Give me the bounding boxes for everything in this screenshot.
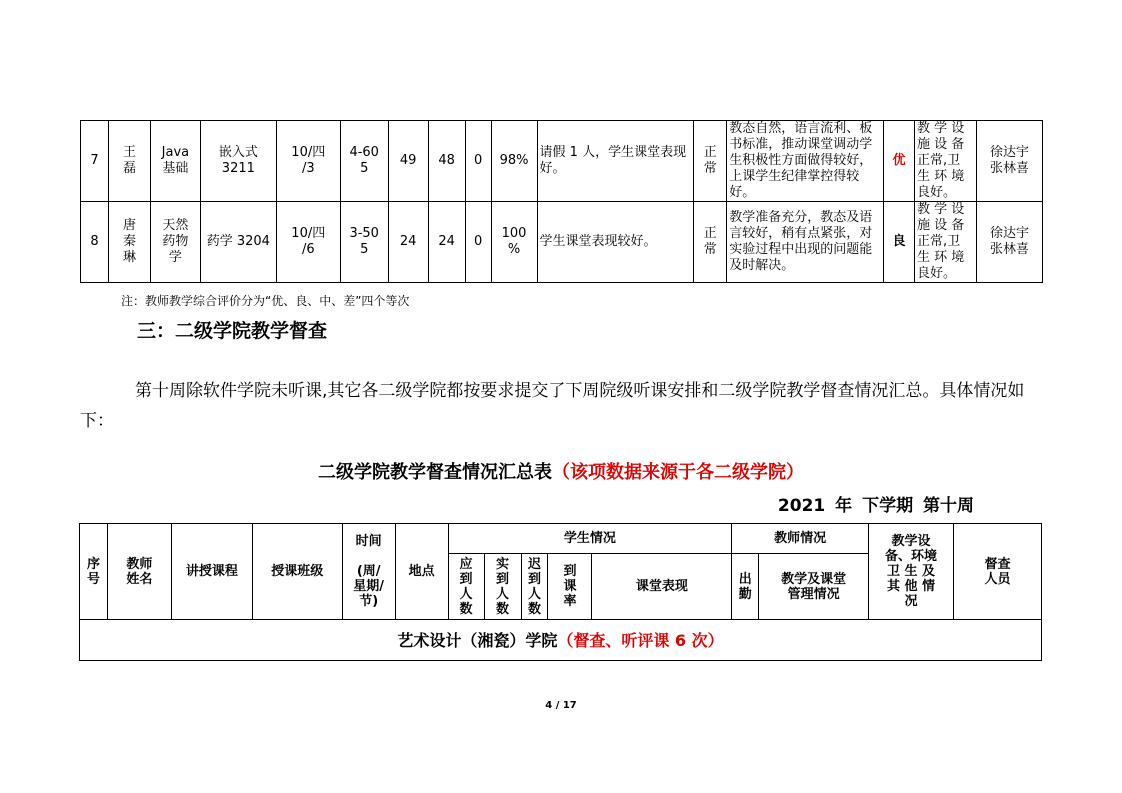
cell-attendance: 正 常 xyxy=(694,121,727,202)
section-heading: 三：二级学院教学督查 xyxy=(137,320,328,342)
cell-teacher: 唐 秦 琳 xyxy=(108,202,150,283)
table-row xyxy=(81,202,1043,283)
evaluation-note: 注：教师教学综合评价分为“优、良、中、差”四个等次 xyxy=(121,294,410,308)
cell-teacher: 王 磊 xyxy=(108,121,150,202)
cell-late: 0 xyxy=(465,202,491,283)
cell-performance: 请假 1 人，学生课堂表现好。 xyxy=(537,121,694,202)
header-index: 序 号 xyxy=(80,524,108,620)
cell-late: 0 xyxy=(465,121,491,202)
cell-attendance: 正 常 xyxy=(694,202,727,283)
cell-supervisor: 徐达宇 张林喜 xyxy=(976,202,1042,283)
header-course: 讲授课程 xyxy=(171,524,252,620)
body-paragraph: 第十周除软件学院未听课,其它各二级学院都按要求提交了下周院级听课安排和二级学院教学督查情况汇总。具体情况如下： xyxy=(80,381,1025,431)
cell-rate: 98% xyxy=(491,121,537,202)
header-teacher-group: 教师情况 xyxy=(732,524,869,554)
page-number: 4 / 17 xyxy=(545,700,577,711)
cell-grade: 良 xyxy=(884,202,915,283)
header-management: 教学及课堂 管理情况 xyxy=(759,554,869,620)
header-supervisor: 督查 人员 xyxy=(953,524,1041,620)
cell-rate: 100 % xyxy=(491,202,537,283)
cell-expected: 49 xyxy=(388,121,428,202)
header-performance: 课堂表现 xyxy=(592,554,732,620)
evaluation-table xyxy=(80,120,1043,283)
cell-environment: 教 学 设 施 设 备 正常,卫 生 环 境 良好。 xyxy=(915,202,977,283)
header-actual: 实 到 人 数 xyxy=(484,554,521,620)
header-expected: 应 到 人 数 xyxy=(448,554,484,620)
summary-title-note: （该项数据来源于各二级学院） xyxy=(552,462,804,483)
summary-table xyxy=(79,523,1042,661)
cell-expected: 24 xyxy=(388,202,428,283)
cell-course: Java 基础 xyxy=(150,121,200,202)
cell-index: 7 xyxy=(81,121,109,202)
header-location: 地点 xyxy=(395,524,448,620)
cell-location: 4-60 5 xyxy=(340,121,388,202)
summary-table-title xyxy=(0,458,1122,484)
cell-supervisor: 徐达宇 张林喜 xyxy=(976,121,1042,202)
cell-course: 天然 药物 学 xyxy=(150,202,200,283)
term-label: 2021 年 下学期 第十周 xyxy=(777,496,974,516)
table-row xyxy=(81,121,1043,202)
cell-time: 10/四 /3 xyxy=(276,121,340,202)
header-time: 时间 (周/ 星期/ 节) xyxy=(342,524,395,620)
cell-class: 药学 3204 xyxy=(200,202,276,283)
cell-actual: 24 xyxy=(428,202,465,283)
cell-location: 3-50 5 xyxy=(340,202,388,283)
cell-actual: 48 xyxy=(428,121,465,202)
cell-class: 嵌入式 3211 xyxy=(200,121,276,202)
header-student-group: 学生情况 xyxy=(448,524,732,554)
cell-performance: 学生课堂表现较好。 xyxy=(537,202,694,283)
header-teacher: 教师 姓名 xyxy=(107,524,171,620)
college-row xyxy=(80,620,1042,661)
cell-teaching: 教态自然，语言流利、板书标准，推动课堂调动学生积极性方面做得较好，上课学生纪律掌控得较好。 xyxy=(727,121,884,202)
header-attendance: 出 勤 xyxy=(732,554,759,620)
header-class: 授课班级 xyxy=(252,524,342,620)
cell-index: 8 xyxy=(81,202,109,283)
cell-environment: 教 学 设 施 设 备 正常,卫 生 环 境 良好。 xyxy=(915,121,977,202)
cell-grade: 优 xyxy=(884,121,915,202)
college-note: （督查、听评课 6 次） xyxy=(557,630,724,650)
cell-teaching: 教学准备充分，教态及语言较好，稍有点紧张，对实验过程中出现的问题能及时解决。 xyxy=(727,202,884,283)
college-name: 艺术设计（湘瓷）学院 xyxy=(397,630,558,650)
summary-title-text: 二级学院教学督查情况汇总表 xyxy=(318,462,552,483)
cell-time: 10/四 /6 xyxy=(276,202,340,283)
header-rate: 到 课 率 xyxy=(548,554,592,620)
header-environment: 教学设 备、环境 卫 生 及 其 他 情 况 xyxy=(869,524,954,620)
header-late: 迟 到 人 数 xyxy=(521,554,548,620)
